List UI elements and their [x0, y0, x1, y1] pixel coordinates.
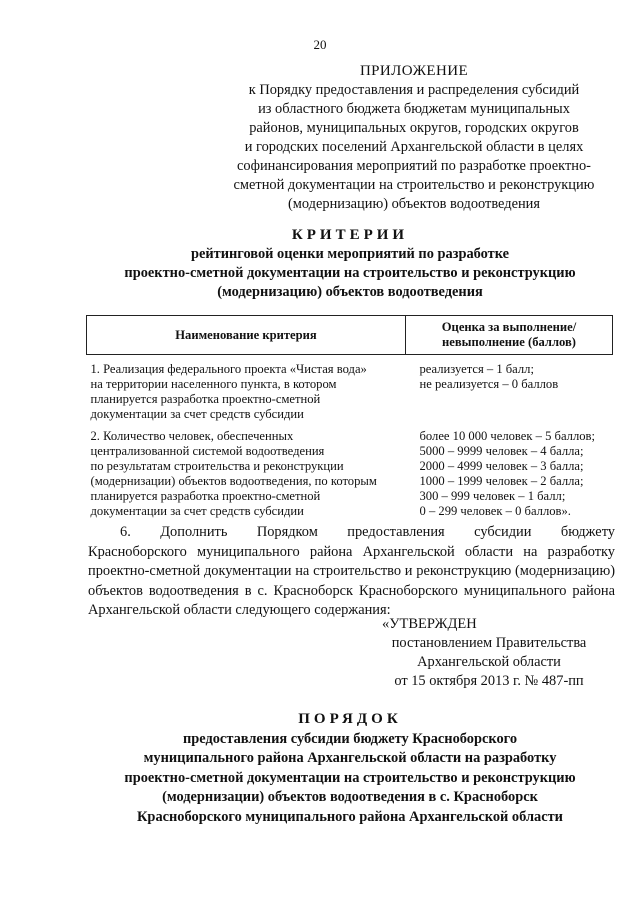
appendix-block [214, 62, 614, 214]
table-header-row [87, 316, 613, 355]
score-line: 300 – 999 человек – 1 балл; [419, 489, 566, 503]
criterion-line: 2. Количество человек, обеспеченных [90, 429, 294, 443]
score-line: 5000 – 9999 человек – 4 балла; [419, 444, 584, 458]
criteria-subtitle-line: рейтинговой оценки мероприятий по разработке [190, 246, 510, 262]
appendix-line: сметной документации на строительство и реконструкцию [233, 177, 595, 193]
score-cell [406, 429, 613, 519]
appendix-line: (модернизацию) объектов водоотведения [287, 196, 540, 212]
order-heading: ПОРЯДОК [298, 711, 402, 727]
criterion-line: 1. Реализация федерального проекта «Чистая вода» [90, 362, 367, 376]
appendix-title: ПРИЛОЖЕНИЕ [359, 63, 469, 79]
appendix-line: из областного бюджета бюджетам муниципальных [258, 101, 570, 117]
criteria-title-block [60, 226, 640, 302]
criteria-heading: КРИТЕРИИ [291, 227, 409, 243]
criterion-line: документации за счет средств субсидии [90, 407, 304, 421]
criteria-subtitle-line: (модернизацию) объектов водоотведения [217, 284, 483, 300]
score-line: 1000 – 1999 человек – 2 балла; [419, 474, 584, 488]
column-header-score-line: невыполнение (баллов) [441, 335, 577, 349]
paragraph-body: Красноборского муниципального района Архангельской области на разработку проектно-сметной документации на строительство и реконструкцию (модернизацию) объектов водоотведения в с. Красноборск Красноборского муниципального района Архангельской области следующего содержания: [88, 543, 615, 618]
table-row [87, 429, 613, 519]
score-line: 2000 – 4999 человек – 3 балла; [419, 459, 584, 473]
column-header-score-line: Оценка за выполнение/ [441, 320, 577, 334]
approval-stamp-block [360, 615, 618, 691]
amendment-paragraph [88, 523, 615, 621]
appendix-line: районов, муниципальных округов, городских округов [249, 120, 579, 136]
order-title-block [60, 710, 640, 827]
approval-line: «УТВЕРЖДЕН [382, 616, 477, 632]
column-header-score-text [412, 320, 606, 350]
criterion-line: на территории населенного пункта, в котором [90, 377, 337, 391]
paragraph-first-line: 6. Дополнить Порядком предоставления субсидии бюджету [120, 524, 615, 540]
appendix-line: и городских поселений Архангельской области в целях [244, 139, 584, 155]
score-line: более 10 000 человек – 5 баллов; [419, 429, 595, 443]
appendix-line: софинансирования мероприятий по разработке проектно- [237, 158, 591, 174]
order-subtitle-line: (модернизации) объектов водоотведения в с. Красноборск [162, 789, 538, 805]
score-cell [406, 362, 613, 422]
page-number: 20 [313, 37, 327, 52]
criterion-cell [87, 362, 406, 422]
criterion-line: централизованной системой водоотведения [90, 444, 325, 458]
criterion-line: документации за счет средств субсидии [90, 504, 304, 518]
order-subtitle-line: предоставления субсидии бюджету Красноборского [182, 730, 518, 747]
score-line: реализуется – 1 балл; [419, 362, 534, 376]
criterion-line: планируется разработка проектно-сметной [90, 489, 321, 503]
approval-line: Архангельской области [417, 654, 561, 670]
criterion-line: планируется разработка проектно-сметной [90, 392, 321, 406]
criterion-cell [87, 429, 406, 519]
order-subtitle-line: муниципального района Архангельской области на разработку [143, 750, 557, 766]
table-row [87, 362, 613, 422]
criteria-table [86, 315, 613, 519]
column-header-score [406, 316, 613, 355]
order-subtitle-line: проектно-сметной документации на строительство и реконструкцию [124, 769, 576, 786]
criterion-line: по результатам строительства и реконструкции [90, 459, 344, 473]
approval-line: постановлением Правительства [391, 635, 587, 651]
score-line: 0 – 299 человек – 0 баллов». [419, 504, 571, 518]
score-line: не реализуется – 0 баллов [419, 377, 559, 391]
criterion-line: (модернизации) объектов водоотведения, по которым [90, 474, 377, 488]
column-header-criterion: Наименование критерия [87, 316, 406, 355]
order-subtitle-line: Красноборского муниципального района Архангельской области [137, 808, 563, 825]
approval-line: от 15 октября 2013 г. № 487-пп [394, 673, 584, 689]
criteria-subtitle-line: проектно-сметной документации на строительство и реконструкцию [124, 265, 576, 281]
appendix-line: к Порядку предоставления и распределения субсидий [248, 82, 580, 98]
